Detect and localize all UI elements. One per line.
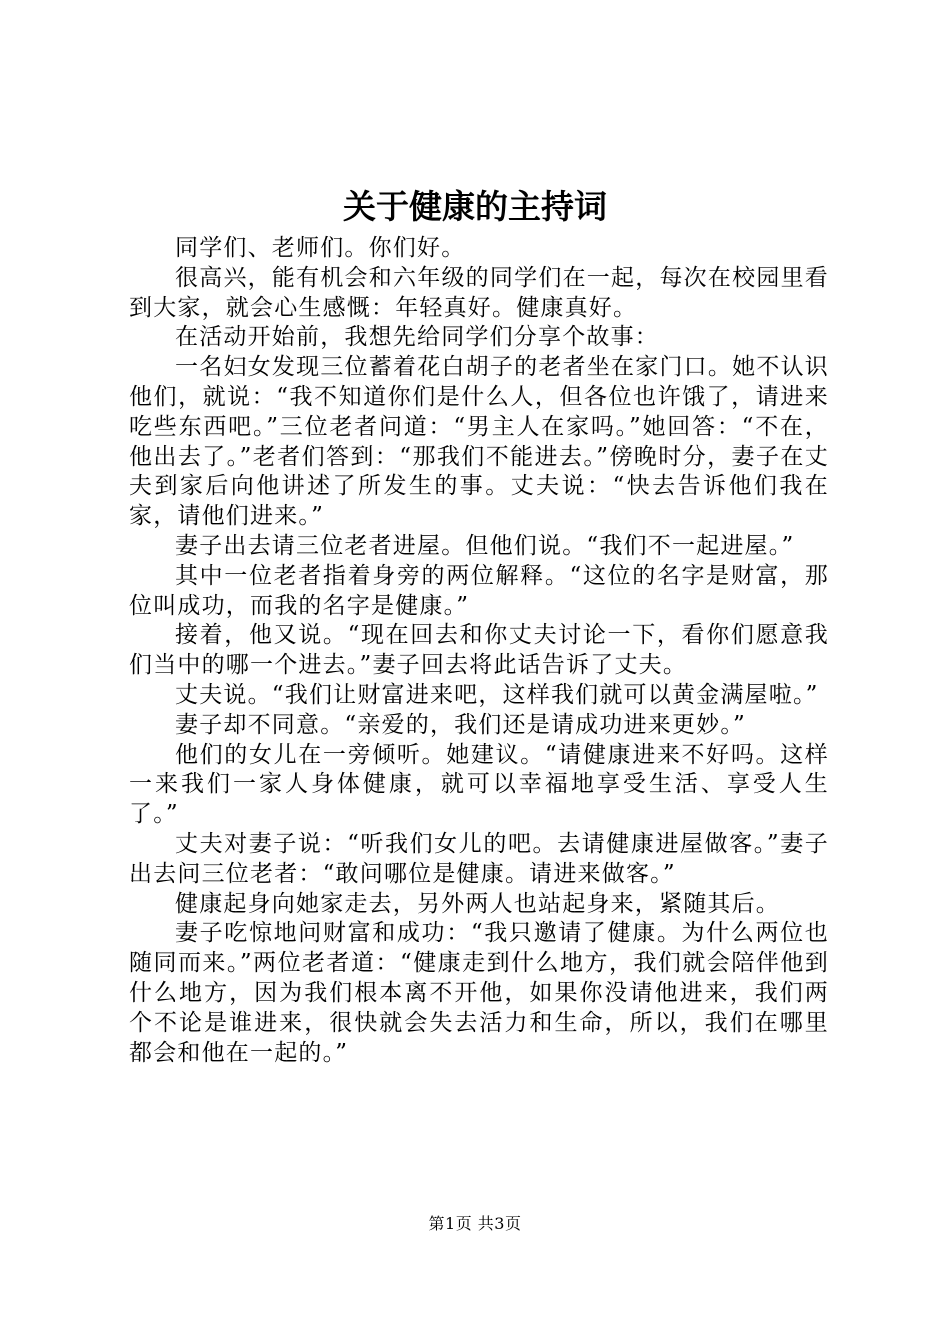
paragraph: 妻子却不同意。“亲爱的，我们还是请成功进来更妙。” (175, 711, 747, 738)
paragraph: 接着，他又说。“现在回去和你丈夫讨论一下，看你们愿意我们当中的哪一个进去。”妻子回去将此话告诉了丈夫。 (129, 622, 829, 679)
document-title: 关于健康的主持词 (343, 187, 607, 226)
document-body (129, 234, 829, 1068)
paragraph: 妻子出去请三位老者进屋。但他们说。“我们不一起进屋。” (175, 532, 795, 559)
paragraph: 很高兴，能有机会和六年级的同学们在一起，每次在校园里看到大家，就会心生感慨：年轻真好。健康真好。 (129, 264, 829, 321)
paragraph: 在活动开始前，我想先给同学们分享个故事： (175, 324, 659, 351)
paragraph: 妻子吃惊地问财富和成功：“我只邀请了健康。为什么两位也随同而来。”两位老者道：“健康走到什么地方，我们就会陪伴他到什么地方，因为我们根本离不开他，如果你没请他进来，我们两个不论是谁进来，很快就会失去活力和生命，所以，我们在哪里都会和他在一起的。” (129, 920, 829, 1066)
page-indicator: 第1页 共3页 (428, 1214, 522, 1233)
paragraph: 一名妇女发现三位蓄着花白胡子的老者坐在家门口。她不认识他们，就说：“我不知道你们是什么人，但各位也许饿了，请进来吃些东西吧。”三位老者问道：“男主人在家吗。”她回答：“不在，他出去了。”老者们答到：“那我们不能进去。”傍晚时分，妻子在丈夫到家后向他讲述了所发生的事。丈夫说：“快去告诉他们我在家，请他们进来。” (129, 354, 829, 530)
page-footer (0, 1213, 950, 1235)
paragraph: 丈夫对妻子说：“听我们女儿的吧。去请健康进屋做客。”妻子出去问三位老者：“敢问哪位是健康。请进来做客。” (129, 830, 829, 887)
paragraph: 其中一位老者指着身旁的两位解释。“这位的名字是财富，那位叫成功，而我的名字是健康。” (129, 562, 829, 619)
paragraph: 丈夫说。“我们让财富进来吧，这样我们就可以黄金满屋啦。” (175, 681, 819, 708)
paragraph: 健康起身向她家走去，另外两人也站起身来，紧随其后。 (175, 890, 780, 917)
paragraph: 同学们、老师们。你们好。 (175, 235, 466, 261)
paragraph: 他们的女儿在一旁倾听。她建议。“请健康进来不好吗。这样一来我们一家人身体健康，就可以幸福地享受生活、享受人生了。” (129, 741, 829, 828)
